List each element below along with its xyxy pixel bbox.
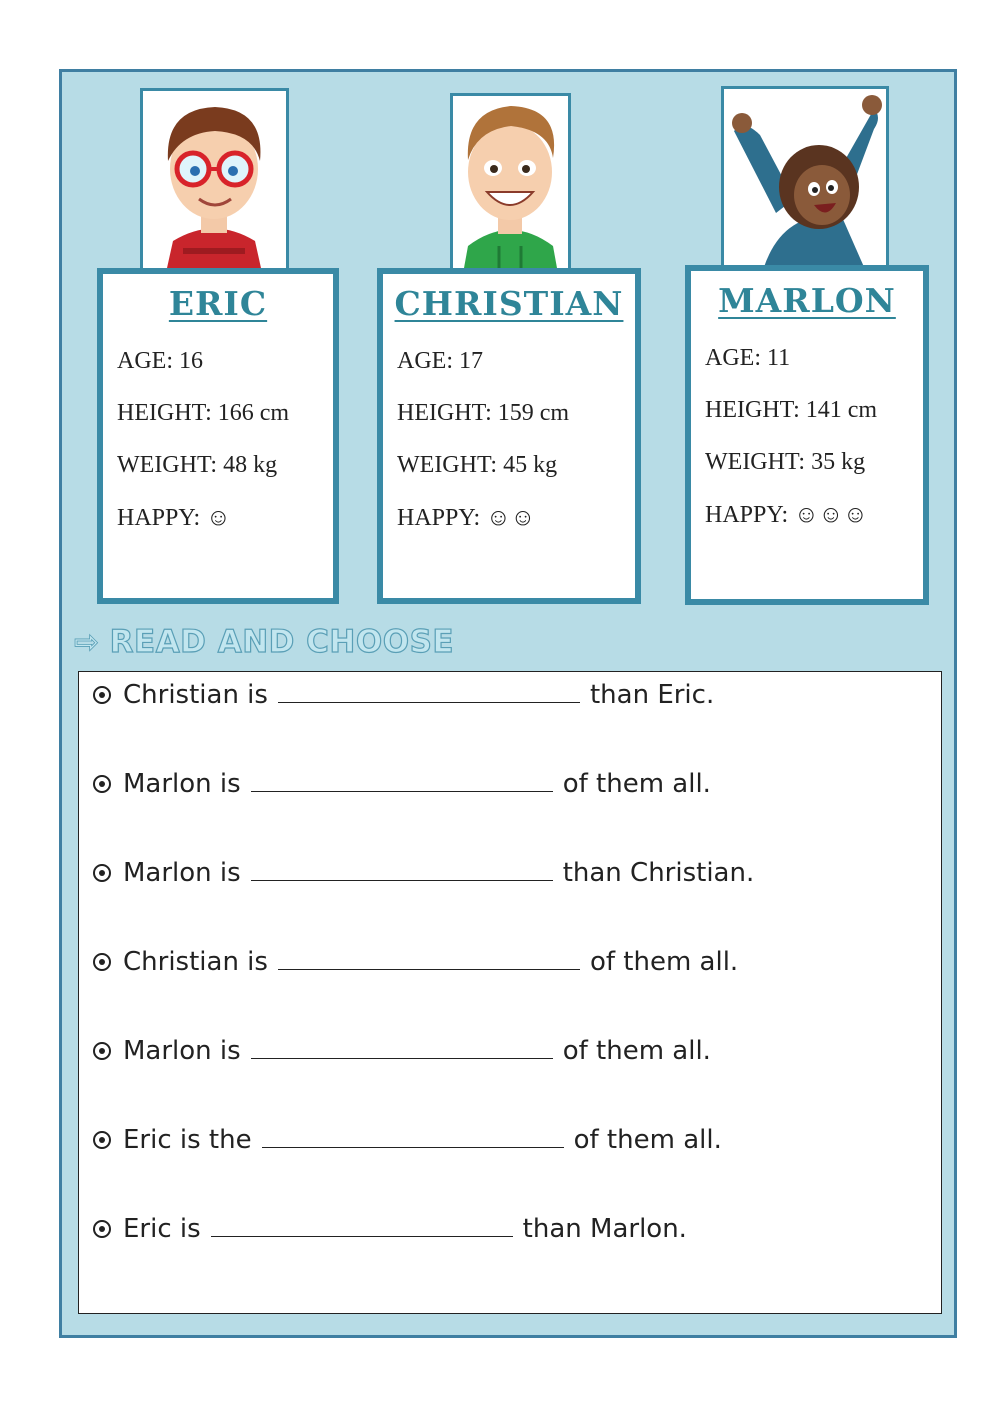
eric-photo xyxy=(140,88,289,271)
radio-bullet-icon xyxy=(93,686,111,704)
question-before: Eric is the xyxy=(123,1125,252,1155)
happy-stat: HAPPY: ☺☺☺ xyxy=(705,502,868,528)
weight-stat: WEIGHT: 35 kg xyxy=(705,449,866,475)
card-name: MARLON xyxy=(718,281,896,320)
question-after: of them all. xyxy=(562,769,711,799)
question-after: of them all. xyxy=(589,947,739,977)
answer-blank[interactable] xyxy=(278,949,580,970)
question-after: than Christian. xyxy=(562,858,755,888)
question-before: Marlon is xyxy=(123,1036,241,1066)
question-item xyxy=(93,1214,687,1244)
marlon-illustration xyxy=(724,89,886,267)
question-item xyxy=(93,947,738,977)
question-item xyxy=(93,858,754,888)
section-heading xyxy=(74,620,454,664)
answer-blank[interactable] xyxy=(251,860,553,881)
questions-box xyxy=(78,671,942,1314)
question-before: Marlon is xyxy=(123,769,241,799)
happy-stat: HAPPY: ☺☺ xyxy=(397,505,536,531)
section-title: READ AND CHOOSE xyxy=(109,624,455,660)
answer-blank[interactable] xyxy=(251,1038,553,1059)
question-before: Marlon is xyxy=(123,858,241,888)
radio-bullet-icon xyxy=(93,775,111,793)
answer-blank[interactable] xyxy=(262,1127,564,1148)
radio-bullet-icon xyxy=(93,1042,111,1060)
question-after: of them all. xyxy=(573,1125,722,1155)
radio-bullet-icon xyxy=(93,1220,111,1238)
marlon-photo xyxy=(721,86,889,270)
card-name: CHRISTIAN xyxy=(394,284,624,323)
question-item xyxy=(93,1036,711,1066)
question-before: Christian is xyxy=(123,680,268,710)
radio-bullet-icon xyxy=(93,864,111,882)
question-after: of them all. xyxy=(562,1036,711,1066)
marlon-card xyxy=(685,265,929,605)
age-stat: AGE: 11 xyxy=(705,345,791,371)
christian-photo xyxy=(450,93,571,271)
question-before: Eric is xyxy=(123,1214,201,1244)
happy-stat: HAPPY: ☺ xyxy=(117,505,231,531)
height-stat: HEIGHT: 166 cm xyxy=(117,400,290,426)
height-stat: HEIGHT: 159 cm xyxy=(397,400,570,426)
weight-stat: WEIGHT: 45 kg xyxy=(397,452,558,478)
radio-bullet-icon xyxy=(93,953,111,971)
question-item xyxy=(93,1125,722,1155)
radio-bullet-icon xyxy=(93,1131,111,1149)
question-after: than Marlon. xyxy=(522,1214,687,1244)
age-stat: AGE: 17 xyxy=(397,348,483,374)
christian-card xyxy=(377,268,641,604)
christian-illustration xyxy=(453,96,568,268)
answer-blank[interactable] xyxy=(251,771,553,792)
question-item xyxy=(93,769,711,799)
eric-card xyxy=(97,268,339,604)
question-after: than Eric. xyxy=(589,680,715,710)
question-item xyxy=(93,680,714,710)
answer-blank[interactable] xyxy=(211,1216,513,1237)
arrow-right-icon: ⇨ xyxy=(74,624,100,660)
question-before: Christian is xyxy=(123,947,268,977)
height-stat: HEIGHT: 141 cm xyxy=(705,397,878,423)
age-stat: AGE: 16 xyxy=(117,348,203,374)
card-name: ERIC xyxy=(168,284,268,323)
eric-illustration xyxy=(143,91,286,268)
answer-blank[interactable] xyxy=(278,682,580,703)
weight-stat: WEIGHT: 48 kg xyxy=(117,452,278,478)
